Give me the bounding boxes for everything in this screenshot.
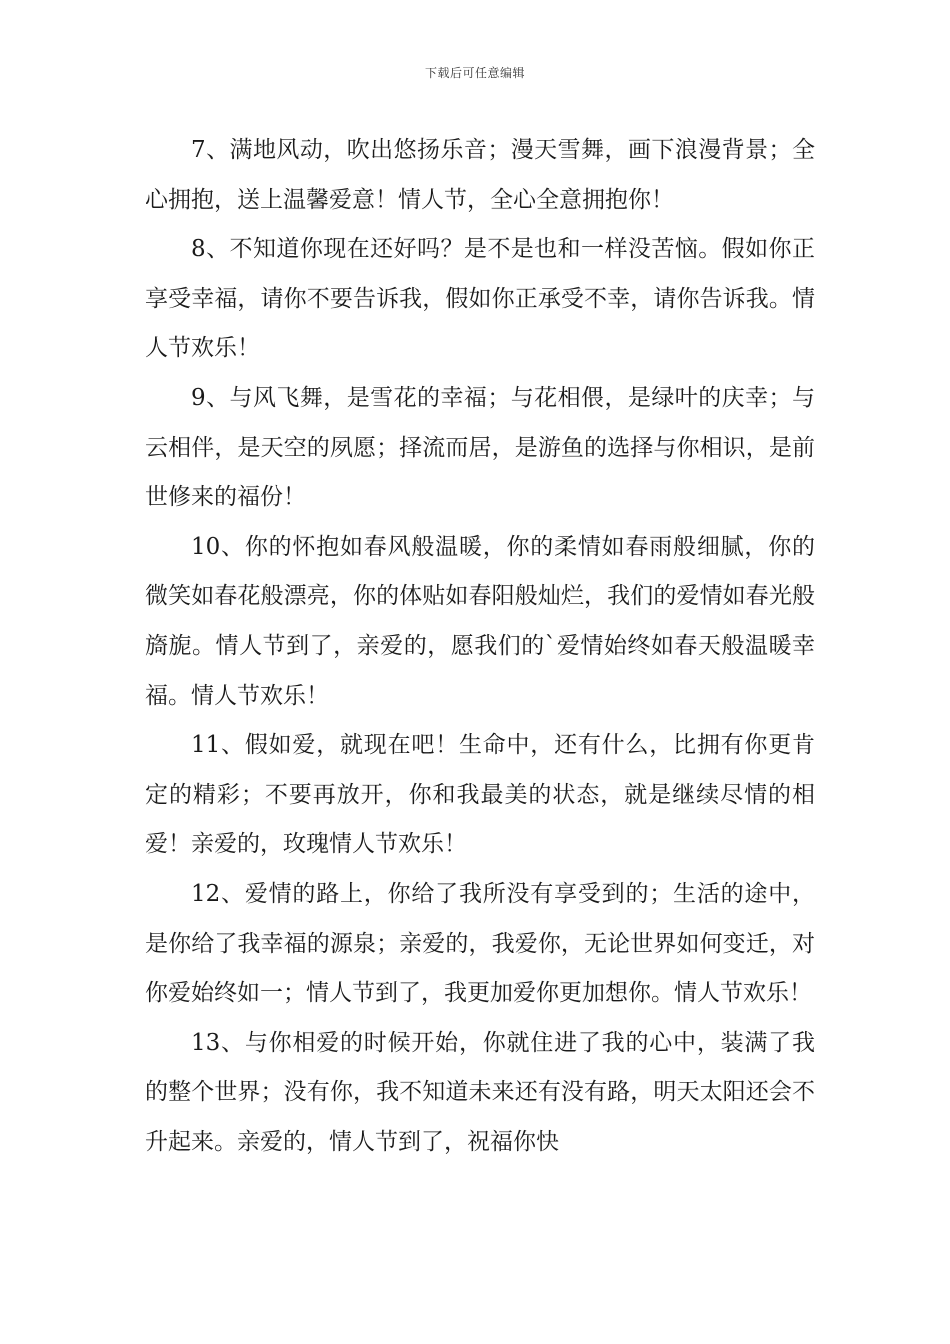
document-body: [145, 126, 815, 1167]
page-header: 下载后可任意编辑: [424, 66, 525, 80]
paragraph-7: 7、满地风动，吹出悠扬乐音；漫天雪舞，画下浪漫背景；全心拥抱，送上温馨爱意！情人节，全心全意拥抱你！: [145, 137, 815, 213]
paragraph-8: 8、不知道你现在还好吗？是不是也和一样没苦恼。假如你正享受幸福，请你不要告诉我，假如你正承受不幸，请你告诉我。情人节欢乐！: [145, 236, 815, 362]
paragraph-13: 13、与你相爱的时候开始，你就住进了我的心中，装满了我的整个世界；没有你，我不知道未来还有没有路，明天太阳还会不升起来。亲爱的，情人节到了，祝福你快: [145, 1029, 815, 1155]
paragraph-9: 9、与风飞舞，是雪花的幸福；与花相偎，是绿叶的庆幸；与云相伴，是天空的夙愿；择流而居，是游鱼的选择与你相识，是前世修来的福份！: [145, 384, 815, 511]
paragraph-12: 12、爱情的路上，你给了我所没有享受到的；生活的途中，是你给了我幸福的源泉；亲爱的，我爱你，无论世界如何变迁，对你爱始终如一；情人节到了，我更加爱你更加想你。情人节欢乐！: [145, 880, 815, 1007]
paragraph-10: 10、你的怀抱如春风般温暖，你的柔情如春雨般细腻，你的微笑如春花般漂亮，你的体贴如春阳般灿烂，我们的爱情如春光般旖旎。情人节到了，亲爱的，愿我们的`爱情始终如春天般温暖幸福。情人节欢乐！: [145, 533, 815, 709]
paragraph-11: 11、假如爱，就现在吧！生命中，还有什么，比拥有你更肯定的精彩；不要再放开，你和我最美的状态，就是继续尽情的相爱！亲爱的，玫瑰情人节欢乐！: [145, 732, 815, 858]
